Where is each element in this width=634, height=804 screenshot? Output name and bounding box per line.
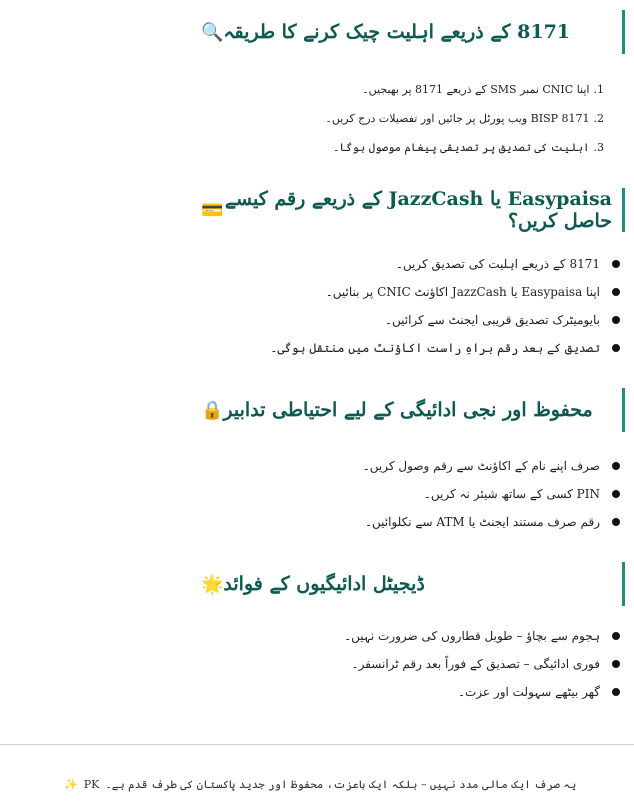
section-title: ڈیجیٹل ادائیگیوں کے فوائد <box>223 573 425 595</box>
bullet-icon <box>612 660 620 668</box>
section-title: Easypaisa یا JazzCash کے ذریعے رقم کیسے حاصل کریں؟ <box>224 188 612 232</box>
sparkles-icon: ✨ <box>64 777 78 791</box>
sun-icon: 🌟 <box>201 573 224 595</box>
list-item: فوری ادائیگی – تصدیق کے فوراً بعد رقم ٹرانسفر۔ <box>40 650 620 678</box>
magnifier-icon: 🔍 <box>201 21 224 43</box>
bullet-icon <box>612 518 620 526</box>
digital-benefits-list <box>40 622 620 706</box>
bullet-icon <box>612 344 620 352</box>
bullet-icon <box>612 462 620 470</box>
lock-icon: 🔒 <box>201 399 224 421</box>
list-item: بایومیٹرک تصدیق قریبی ایجنٹ سے کرائیں۔ <box>40 306 620 334</box>
footer-note <box>64 775 634 793</box>
divider <box>0 744 634 745</box>
bullet-icon <box>612 288 620 296</box>
section-heading-receive-money <box>195 188 625 232</box>
list-item: 2. BISP 8171 ویب پورٹل پر جائیں اور تفصیلات درج کریں۔ <box>325 112 604 125</box>
section-heading-safety-measures <box>195 388 625 432</box>
bullet-icon <box>612 688 620 696</box>
receive-money-list <box>40 250 620 362</box>
section-title: 8171 کے ذریعے اہلیت چیک کرنے کا طریقہ <box>223 21 571 43</box>
list-item: رقم صرف مستند ایجنٹ یا ATM سے نکلوائیں۔ <box>40 508 620 536</box>
list-item: تصدیق کے بعد رقم براہِ راست اکاؤنٹ میں منتقل ہوگی۔ <box>40 334 620 362</box>
bullet-icon <box>612 632 620 640</box>
section-heading-digital-benefits <box>195 562 625 606</box>
country-tag: PK <box>83 777 100 791</box>
list-item: صرف اپنے نام کے اکاؤنٹ سے رقم وصول کریں۔ <box>40 452 620 480</box>
safety-measures-list <box>40 452 620 536</box>
footer-text: یہ صرف ایک مالی مدد نہیں – بلکہ ایک باعزت، محفوظ اور جدید پاکستان کی طرف قدم ہے۔ <box>105 777 577 791</box>
list-item: 1. اپنا CNIC نمبر SMS کے ذریعے 8171 پر بھیجیں۔ <box>362 83 604 96</box>
section-title: محفوظ اور نجی ادائیگی کے لیے احتیاطی تدابیر <box>223 399 593 421</box>
section-heading-eligibility-check <box>195 10 625 54</box>
bullet-icon <box>612 260 620 268</box>
list-item: ہجوم سے بچاؤ – طویل قطاروں کی ضرورت نہیں۔ <box>40 622 620 650</box>
list-item: 3. اہلیت کی تصدیق پر تصدیقی پیغام موصول ہوگا۔ <box>332 141 604 154</box>
eligibility-steps-list <box>44 75 604 162</box>
credit-card-icon: 💳 <box>201 199 224 221</box>
list-item: 8171 کے ذریعے اہلیت کی تصدیق کریں۔ <box>40 250 620 278</box>
bullet-icon <box>612 490 620 498</box>
list-item: گھر بیٹھے سہولت اور عزت۔ <box>40 678 620 706</box>
bullet-icon <box>612 316 620 324</box>
list-item: PIN کسی کے ساتھ شیئر نہ کریں۔ <box>40 480 620 508</box>
list-item: اپنا Easypaisa یا JazzCash اکاؤنٹ CNIC پر بنائیں۔ <box>40 278 620 306</box>
